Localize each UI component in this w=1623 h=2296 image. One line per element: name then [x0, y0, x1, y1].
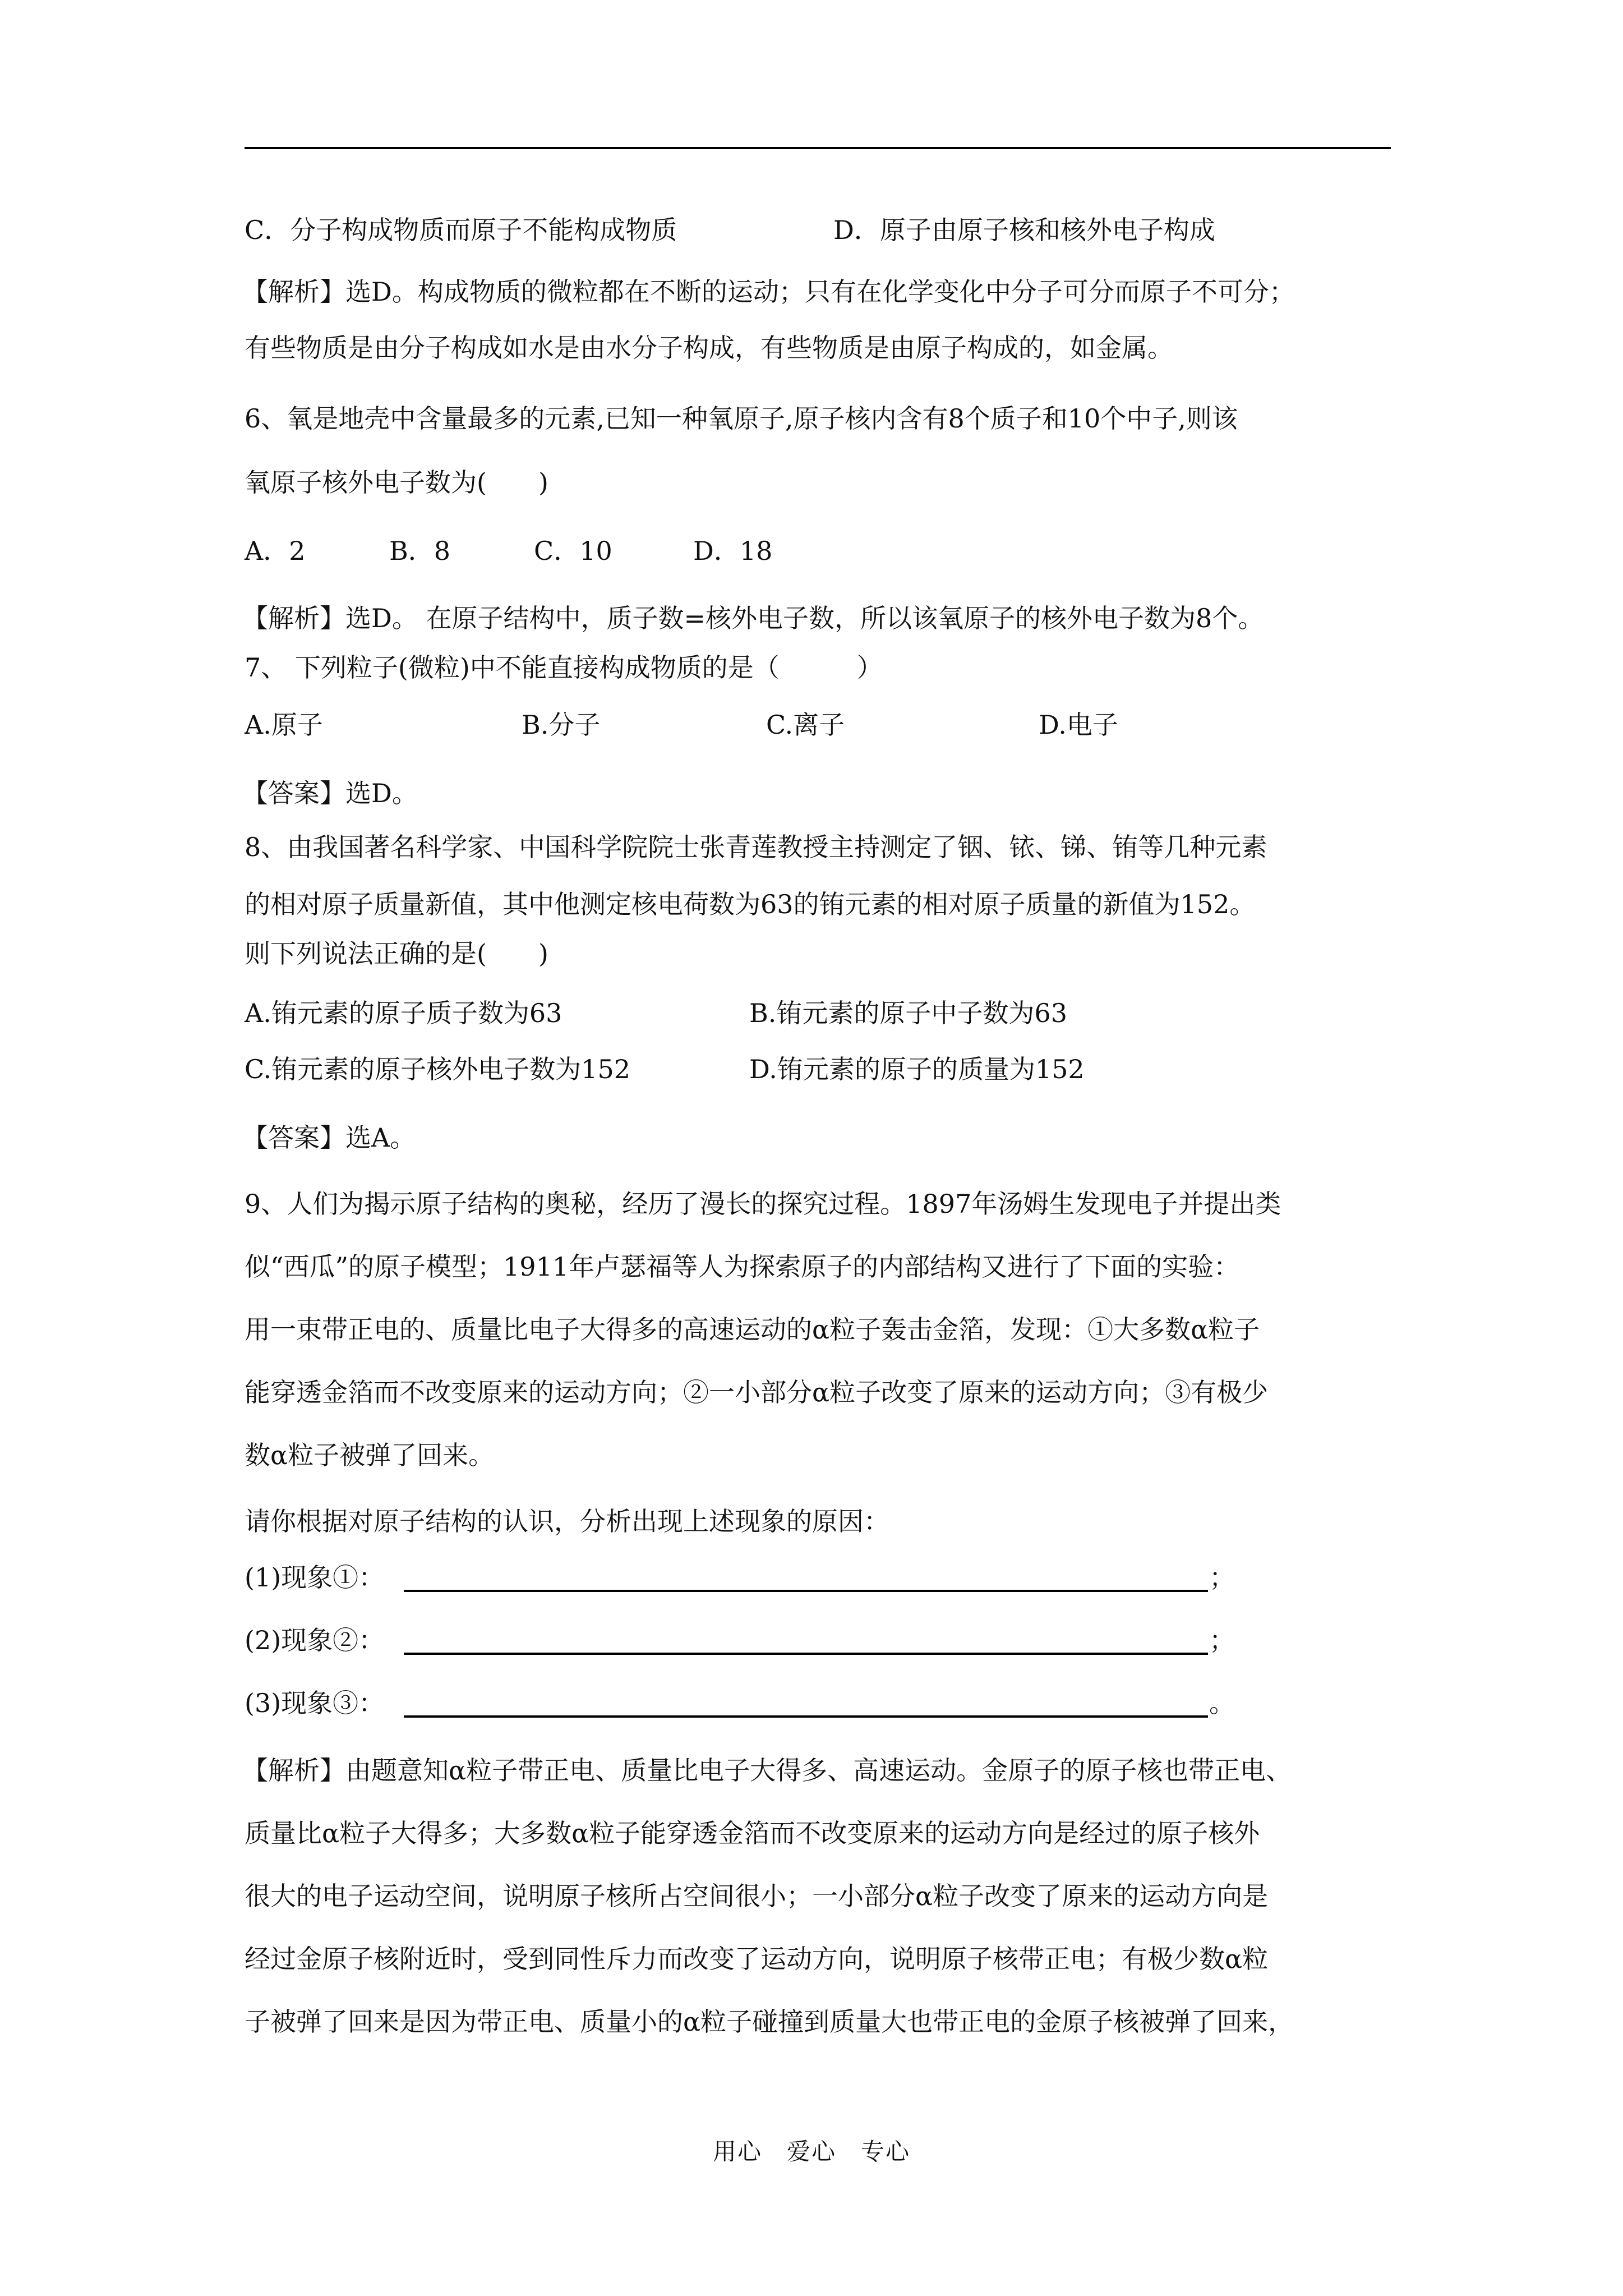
q9-analysis-line4: 经过金原子核附近时，受到同性斥力而改变了运动方向，说明原子核带正电；有极少数α粒 — [245, 1944, 1269, 1974]
q9-blank2-label: (2)现象②： — [245, 1625, 385, 1655]
q9-blank1-end: ； — [1209, 1562, 1235, 1593]
q8-option-c: C.铕元素的原子核外电子数为152 — [245, 1054, 630, 1084]
q6-option-b: B．8 — [389, 536, 451, 566]
q7-stem: 7、 下列粒子(微粒)中不能直接构成物质的是（ ） — [245, 652, 883, 683]
q6-analysis: 【解析】选D。 在原子结构中，质子数=核外电子数，所以该氧原子的核外电子数为8个。 — [242, 603, 1264, 633]
q8-option-d: D.铕元素的原子的质量为152 — [749, 1054, 1085, 1084]
q8-stem-line2: 的相对原子质量新值，其中他测定核电荷数为63的铕元素的相对原子质量的新值为152。 — [245, 889, 1256, 919]
q5-analysis-line2: 有些物质是由分子构成如水是由水分子构成，有些物质是由原子构成的，如金属。 — [245, 333, 1173, 363]
q9-stem-line3: 用一束带正电的、质量比电子大得多的高速运动的α粒子轰击金箔，发现：①大多数α粒子 — [245, 1314, 1260, 1345]
q7-option-d: D.电子 — [1039, 710, 1118, 740]
q8-answer: 【答案】选A。 — [242, 1122, 416, 1153]
q5-option-d: D．原子由原子核和核外电子构成 — [833, 215, 1215, 245]
q8-stem-line3: 则下列说法正确的是( ) — [245, 938, 548, 969]
q7-answer: 【答案】选D。 — [242, 778, 418, 808]
page-footer: 用心 爱心 专心 — [712, 2138, 910, 2165]
q9-blank3-label: (3)现象③： — [245, 1688, 385, 1718]
header-rule — [245, 147, 1391, 149]
q9-blank1-line[interactable] — [404, 1590, 1208, 1592]
q9-blank1-label: (1)现象①： — [245, 1562, 385, 1593]
q6-option-a: A．2 — [245, 536, 306, 566]
q5-option-c: C．分子构成物质而原子不能构成物质 — [245, 215, 677, 245]
q9-blank3-line[interactable] — [404, 1715, 1208, 1718]
q9-stem-line5: 数α粒子被弹了回来。 — [245, 1440, 495, 1470]
q5-analysis-line1: 【解析】选D。构成物质的微粒都在不断的运动；只有在化学变化中分子可分而原子不可分； — [242, 277, 1295, 307]
q9-blank2-line[interactable] — [404, 1653, 1208, 1655]
q8-stem-line1: 8、由我国著名科学家、中国科学院院士张青莲教授主持测定了铟、铱、锑、铕等几种元素 — [245, 832, 1267, 862]
q6-option-d: D．18 — [693, 536, 773, 566]
q8-option-b: B.铕元素的原子中子数为63 — [749, 998, 1067, 1028]
q9-stem-line1: 9、人们为揭示原子结构的奥秘，经历了漫长的探究过程。1897年汤姆生发现电子并提出类 — [245, 1189, 1281, 1219]
q9-prompt: 请你根据对原子结构的认识，分析出现上述现象的原因： — [245, 1506, 889, 1536]
q6-stem-line1: 6、氧是地壳中含量最多的元素,已知一种氧原子,原子核内含有8个质子和10个中子,则该 — [245, 403, 1238, 434]
q7-option-a: A.原子 — [245, 710, 323, 740]
q7-option-b: B.分子 — [522, 710, 601, 740]
q9-blank2-end: ； — [1209, 1625, 1235, 1655]
q6-option-c: C．10 — [534, 536, 612, 566]
q7-option-c: C.离子 — [766, 710, 845, 740]
q9-analysis-line1: 【解析】由题意知α粒子带正电、质量比电子大得多、高速运动。金原子的原子核也带正电、 — [242, 1755, 1292, 1786]
q9-stem-line4: 能穿透金箔而不改变原来的运动方向；②一小部分α粒子改变了原来的运动方向；③有极少 — [245, 1377, 1269, 1407]
q9-analysis-line2: 质量比α粒子大得多；大多数α粒子能穿透金箔而不改变原来的运动方向是经过的原子核外 — [245, 1818, 1260, 1848]
q9-analysis-line5: 子被弹了回来是因为带正电、质量小的α粒子碰撞到质量大也带正电的金原子核被弹了回来， — [245, 2007, 1294, 2037]
q9-analysis-line3: 很大的电子运动空间，说明原子核所占空间很小；一小部分α粒子改变了原来的运动方向是 — [245, 1881, 1269, 1911]
q8-option-a: A.铕元素的原子质子数为63 — [245, 998, 562, 1028]
q9-stem-line2: 似“西瓜”的原子模型；1911年卢瑟福等人为探索原子的内部结构又进行了下面的实验： — [245, 1251, 1240, 1282]
q9-blank3-end: 。 — [1209, 1688, 1235, 1718]
q6-stem-line2: 氧原子核外电子数为( ) — [245, 467, 548, 498]
